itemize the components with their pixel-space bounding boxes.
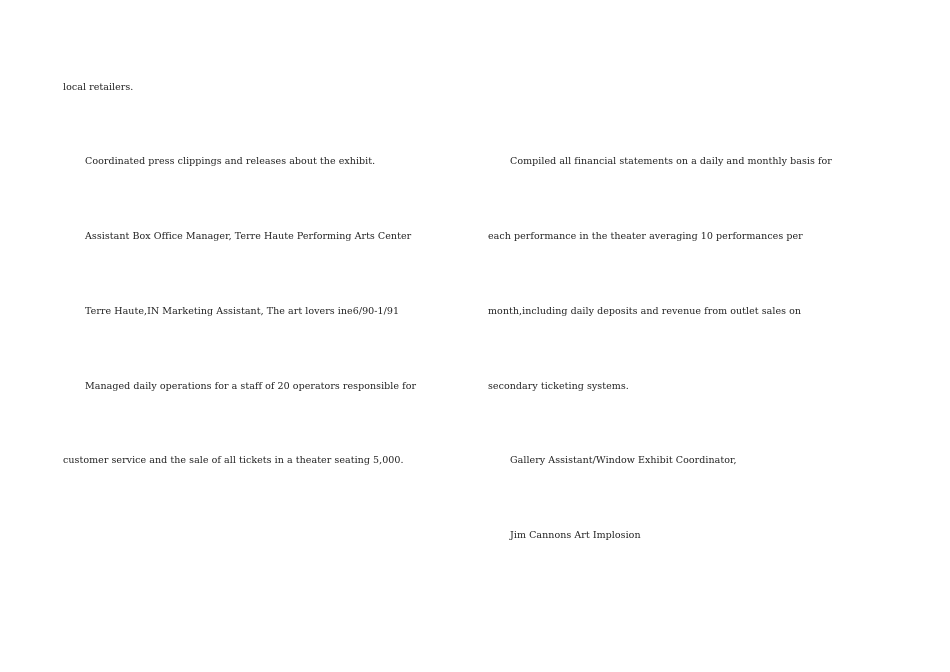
text-line: Managed daily operations for a staff of 20 operators responsible for xyxy=(85,381,417,392)
text-line: month,including daily deposits and revenue from outlet sales on xyxy=(488,306,802,317)
text-line: Jim Cannons Art Implosion xyxy=(510,530,641,541)
text-line: each performance in the theater averaging 10 performances per xyxy=(488,231,803,242)
text-line: Assistant Box Office Manager, Terre Haute Performing Arts Center xyxy=(85,231,412,242)
text-line: customer service and the sale of all tickets in a theater seating 5,000. xyxy=(63,455,404,466)
text-line: Compiled all financial statements on a daily and monthly basis for xyxy=(510,156,832,167)
text-line: local retailers. xyxy=(63,82,134,93)
text-line: secondary ticketing systems. xyxy=(488,381,629,392)
text-line: Coordinated press clippings and releases about the exhibit. xyxy=(85,156,376,167)
text-line: Gallery Assistant/Window Exhibit Coordinator, xyxy=(510,455,737,466)
text-line: Terre Haute,IN Marketing Assistant, The art lovers ine6/90-1/91 xyxy=(85,306,400,317)
